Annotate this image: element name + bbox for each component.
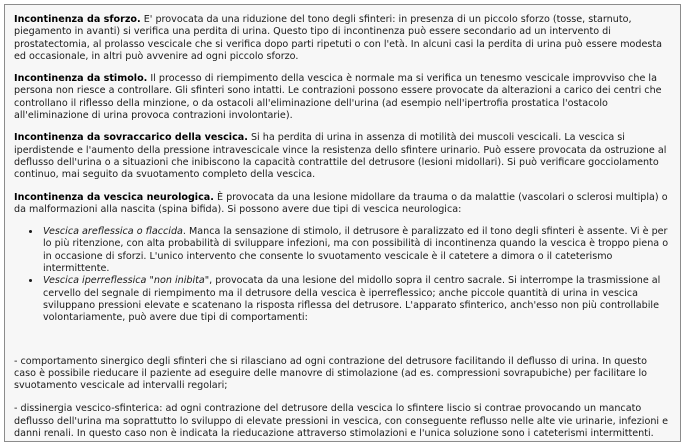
content-panel (4, 4, 681, 442)
section-body: Si ha perdita di urina in assenza di motilità dei muscoli vescicali. La vescica si iperdistende e l'aumento della pressione intravescicale vince la resistenza dello sfintere urinario. Può essere provocata da ostruzione al deflusso dell'urina o a situazioni che inibiscono la capacità contrattile del detrusore (lesioni midollari). Si può verificare gocciolamento continuo, mai seguito da svuotamento completo della vescica. (14, 132, 667, 181)
section-urge-incontinence (14, 73, 670, 122)
list-item-text: , provocata da una lesione del midollo sopra il centro sacrale. Si interrompe la trasmissione al cervello del segnale di riempimento ma il detrusore della vescica è iperreflessico; anche piccole quantità di urina in vescica sviluppano pressioni elevate e scatenano la risposta riflessa del detrusore. L'apparato sfinterico, anch'esso non più controllabile volontariamente, può avere due tipi di comportamenti: (43, 275, 661, 324)
bladder-types-list (14, 226, 670, 324)
section-title: Incontinenza da vescica neurologica. (14, 191, 214, 203)
list-item-term: Vescica iperreflessica "non inibita" (43, 275, 210, 287)
section-neurogenic-bladder (14, 192, 670, 217)
section-body: Il processo di riempimento della vescica è normale ma si verifica un tenesmo vescicale improvviso che la persona non riesce a controllare. Gli sfinteri sono intatti. Le contrazioni possono essere provocate da alterazioni a carico dei centri che controllano il riflesso della minzione, o da ostacoli all'eliminazione dell'urina (ad esempio nell'ipertrofia prostatica l'ostacolo all'eliminazione di urina provoca contrazioni involontarie). (14, 73, 662, 122)
section-body: È provocata da una lesione midollare da trauma o da malattie (vascolari o sclerosi multipla) o da malformazioni alla nascita (spina bifida). Si possono avere due tipi di vescica neurologica: (14, 191, 668, 215)
list-item-text: . Manca la sensazione di stimolo, il detrusore è paralizzato ed il tono degli sfinteri è assente. Vi è per lo più ritenzione, con alta probabilità di sviluppare infezioni, ma con possibilità di incontinenza quando la vescica è troppo piena o in occasione di sforzi. L'unico intervento che consente lo svuotamento vescicale è il catetere a dimora o il cateterismo intermittente. (43, 226, 669, 275)
spacer (14, 336, 670, 356)
list-item (41, 275, 670, 324)
section-body: E' provocata da una riduzione del tono degli sfinteri: in presenza di un piccolo sforzo (tosse, starnuto, piegamento in avanti) si verifica una perdita di urina. Questo tipo di incontinenza può essere secondario ad un intervento di prostatectomia, al prolasso vescicale che si verifica dopo parti ripetuti o con l'età. In alcuni casi la perdita di urina può essere modesta ed occasionale, in altri può avvenire ad ogni piccolo sforzo. (14, 14, 663, 62)
section-title: Incontinenza da stimolo. (14, 73, 148, 85)
section-title: Incontinenza da sovraccarico della vescica. (14, 132, 248, 144)
section-stress-incontinence (14, 14, 670, 63)
list-item-term: Vescica areflessica o flaccida (43, 226, 183, 238)
list-item (41, 226, 670, 275)
section-title: Incontinenza da sforzo. (14, 14, 141, 25)
sphincter-behavior-synergic: - comportamento sinergico degli sfinteri che si rilasciano ad ogni contrazione del detrusore facilitando il deflusso di urina. In questo caso è possibile rieducare il paziente ad eseguire delle manovre di stimolazione (ad es. compressioni sovrapubiche) per facilitare lo svuotamento vescicale ad intervalli regolari; (14, 355, 648, 392)
section-overflow-incontinence (14, 132, 670, 181)
sphincter-behavior-dyssynergia: - dissinergia vescico-sfinterica: ad ogni contrazione del detrusore della vescica lo sfintere liscio si contrae provocando un mancato deflusso dell'urina ma soprattutto lo sviluppo di elevate pressioni in vescica, con conseguente reflusso nelle alte vie urinarie, infezioni e danni renali. In questo caso non è indicata la rieducazione attraverso stimolazioni e l'unica soluzione sono i cateterismi intermittenti. (14, 403, 669, 440)
